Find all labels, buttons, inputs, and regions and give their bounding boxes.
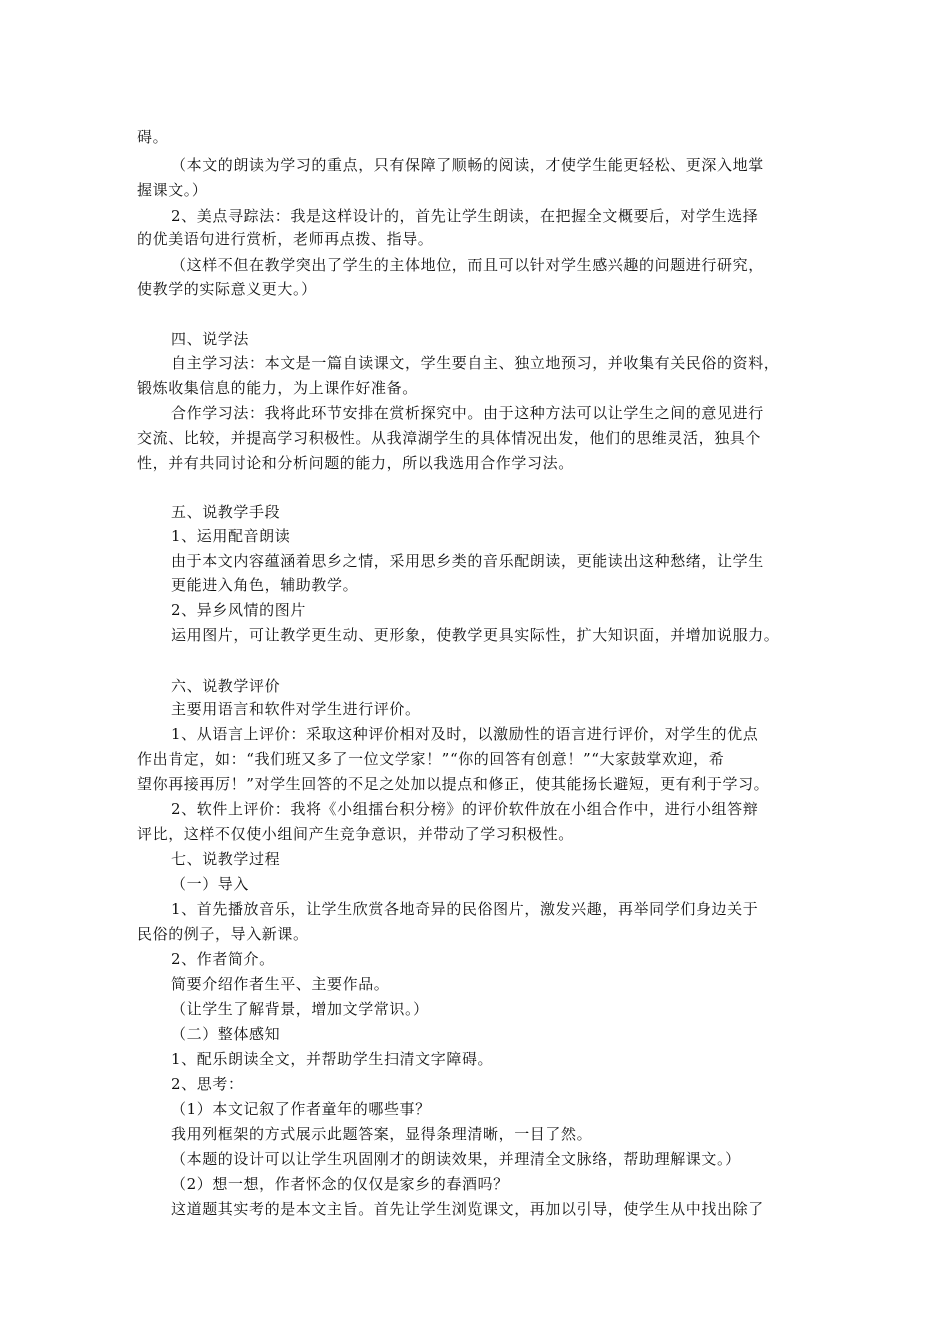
text-line: 碍。 xyxy=(137,128,169,146)
text-line: 1、运用配音朗读 xyxy=(171,527,291,545)
text-line: 由于本文内容蕴涵着思乡之情，采用思乡类的音乐配朗读，更能读出这种愁绪，让学生 xyxy=(171,552,764,570)
text-line: 使教学的实际意义更大。） xyxy=(137,280,317,298)
text-line: 作出肯定，如：“我们班又多了一位文学家！”“你的回答有创意！”“大家鼓掌欢迎，希 xyxy=(137,750,725,768)
subsection-heading: （一）导入 xyxy=(171,875,250,893)
text-line: 性，并有共同讨论和分析问题的能力，所以我选用合作学习法。 xyxy=(137,454,574,472)
section-heading: 六、说教学评价 xyxy=(171,677,281,695)
text-line: 1、从语言上评价：采取这种评价相对及时，以激励性的语言进行评价，对学生的优点 xyxy=(171,725,759,743)
text-line: 2、美点寻踪法：我是这样设计的，首先让学生朗读，在把握全文概要后，对学生选择 xyxy=(171,207,759,225)
text-line: 望你再接再厉！”对学生回答的不足之处加以提点和修正，使其能扬长避短，更有利于学习。 xyxy=(137,775,770,793)
text-line: （让学生了解背景，增加文学常识。） xyxy=(171,1000,429,1018)
text-line: 民俗的例子，导入新课。 xyxy=(137,925,309,943)
section-heading: 四、说学法 xyxy=(171,330,250,348)
text-line: 运用图片，可让教学更生动、更形象，使教学更具实际性，扩大知识面，并增加说服力。 xyxy=(171,626,780,644)
text-line: 简要介绍作者生平、主要作品。 xyxy=(171,975,390,993)
text-line: 我用列框架的方式展示此题答案，显得条理清晰，一目了然。 xyxy=(171,1125,593,1143)
text-line: （1）本文记叙了作者童年的哪些事？ xyxy=(171,1100,431,1118)
text-line: 交流、比较，并提高学习积极性。从我漳湖学生的具体情况出发，他们的思维灵活，独具个 xyxy=(137,429,762,447)
text-line: 这道题其实考的是本文主旨。首先让学生浏览课文，再加以引导，使学生从中找出除了 xyxy=(171,1200,764,1218)
text-line: 的优美语句进行赏析，老师再点拨、指导。 xyxy=(137,230,434,248)
text-line: 2、异乡风情的图片 xyxy=(171,601,306,619)
text-line: （本题的设计可以让学生巩固刚才的朗读效果，并理清全文脉络，帮助理解课文。） xyxy=(171,1150,741,1168)
text-line: 2、思考： xyxy=(171,1075,244,1093)
text-line: （2）想一想，作者怀念的仅仅是家乡的春酒吗？ xyxy=(171,1175,509,1193)
text-line: 更能进入角色，辅助教学。 xyxy=(171,576,359,594)
text-line: 自主学习法：本文是一篇自读课文，学生要自主、独立地预习，并收集有关民俗的资料， xyxy=(171,354,780,372)
section-heading: 五、说教学手段 xyxy=(171,503,281,521)
text-line: 2、作者简介。 xyxy=(171,950,275,968)
section-heading: 七、说教学过程 xyxy=(171,850,281,868)
text-line: （这样不但在教学突出了学生的主体地位，而且可以针对学生感兴趣的问题进行研究， xyxy=(171,256,764,274)
text-line: 2、软件上评价：我将《小组擂台积分榜》的评价软件放在小组合作中，进行小组答辩 xyxy=(171,800,759,818)
text-line: 合作学习法：我将此环节安排在赏析探究中。由于这种方法可以让学生之间的意见进行 xyxy=(171,404,764,422)
text-line: （本文的朗读为学习的重点，只有保障了顺畅的阅读，才使学生能更轻松、更深入地掌 xyxy=(171,156,764,174)
text-line: 1、配乐朗读全文，并帮助学生扫清文字障碍。 xyxy=(171,1050,494,1068)
subsection-heading: （二）整体感知 xyxy=(171,1025,281,1043)
text-line: 评比，这样不仅使小组间产生竞争意识，并带动了学习积极性。 xyxy=(137,825,574,843)
text-line: 1、首先播放音乐，让学生欣赏各地奇异的民俗图片，激发兴趣，再举同学们身边关于 xyxy=(171,900,759,918)
text-line: 主要用语言和软件对学生进行评价。 xyxy=(171,700,421,718)
text-line: 握课文。） xyxy=(137,181,208,199)
text-line: 锻炼收集信息的能力，为上课作好准备。 xyxy=(137,379,418,397)
